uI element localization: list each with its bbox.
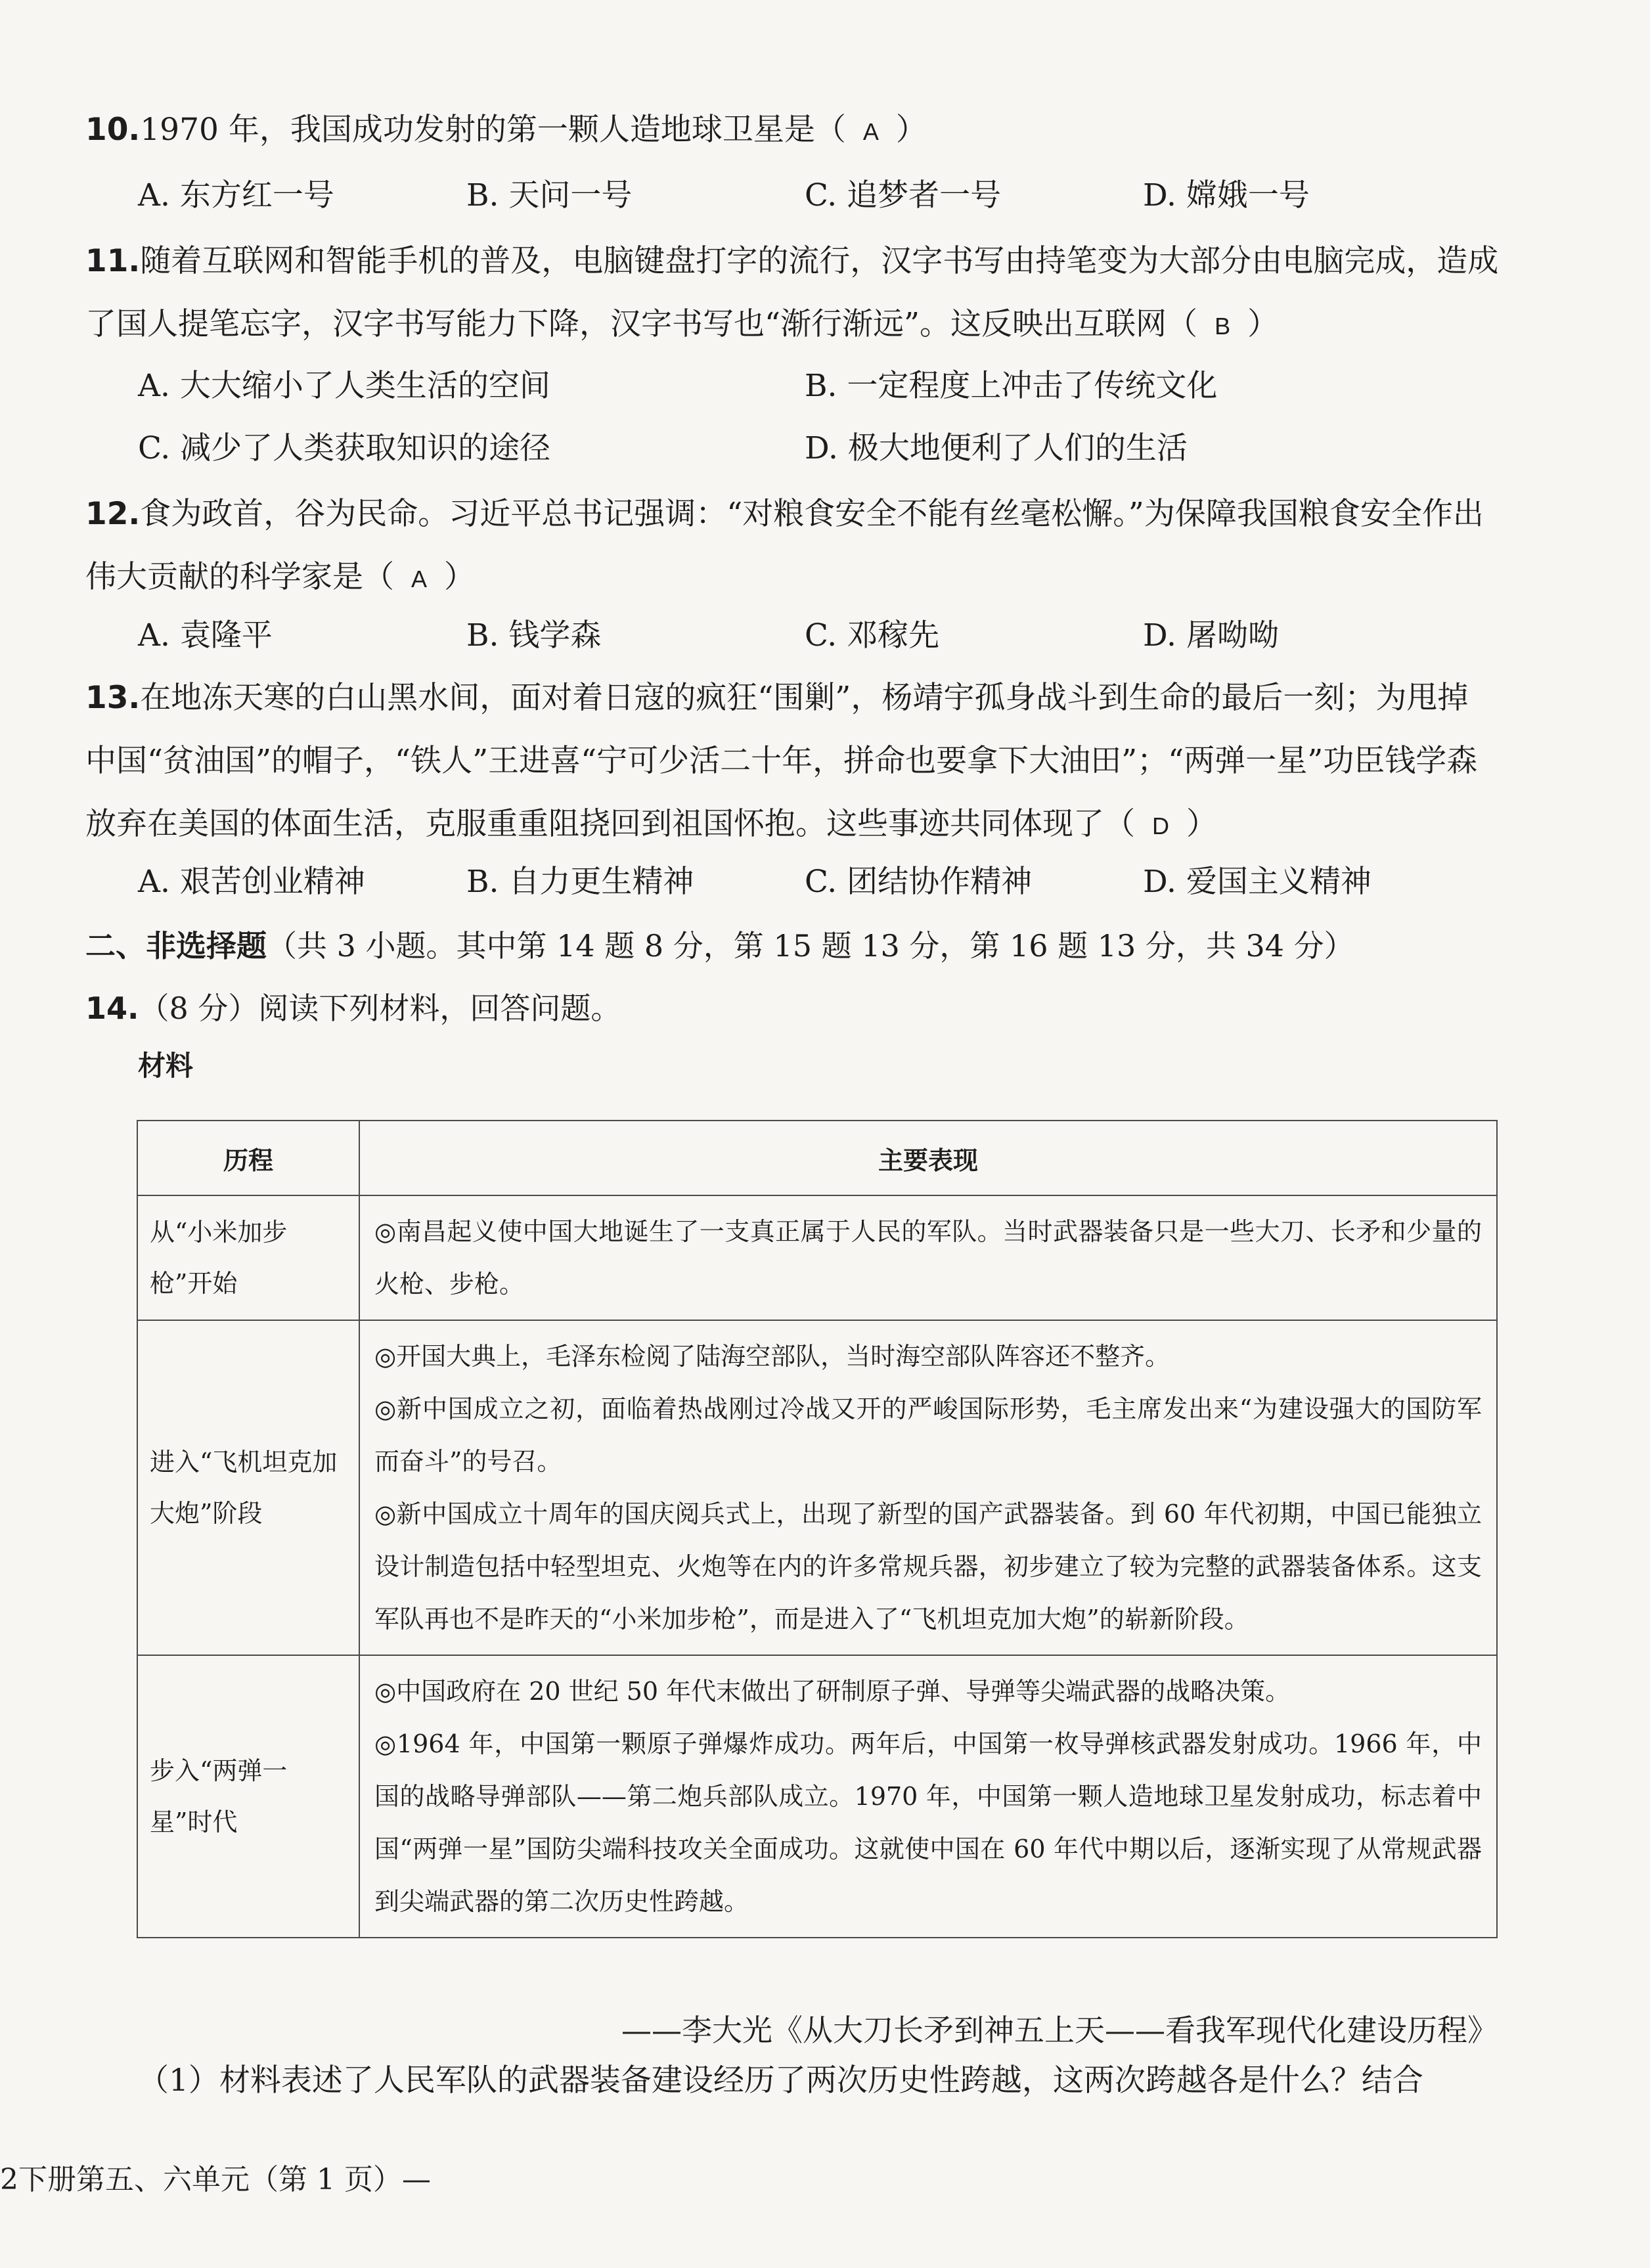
question-stem: 在地冻天寒的白山黑水间，面对着日寇的疯狂“围剿”，杨靖宇孤身战斗到生命的最后一刻；为甩掉中国“贫油国”的帽子，“铁人”王进喜“宁可少活二十年，拼命也要拿下大油田”；“两弹一星”功臣钱学森放弃在美国的体面生活，克服重重阻挠回到祖国怀抱。这些事迹共同体现了（ (85, 680, 1478, 842)
stage-cell: 从“小米加步枪”开始 (137, 1195, 359, 1320)
material-source: ——李大光《从大刀长矛到神五上天——看我军现代化建设历程》 (621, 2012, 1498, 2048)
detail-line: ◎开国大典上，毛泽东检阅了陆海空部队，当时海空部队阵容还不整齐。 (374, 1342, 1171, 1371)
option-c: C. 减少了人类获取知识的途径 (138, 430, 551, 466)
option-c: C. 追梦者一号 (805, 177, 1002, 213)
options-10 (138, 164, 1499, 227)
question-number: 10. (85, 112, 141, 148)
option-b: B. 钱学森 (466, 617, 602, 654)
detail-cell (359, 1320, 1497, 1655)
detail-line: ◎南昌起义使中国大地诞生了一支真正属于人民的军队。当时武器装备只是一些大刀、长矛和少量的火枪、步枪。 (374, 1217, 1482, 1299)
table-row (137, 1320, 1497, 1655)
option-a: A. 艰苦创业精神 (138, 864, 365, 900)
section-heading (85, 920, 1354, 972)
sub-question-1: （1）材料表述了人民军队的武器装备建设经历了两次历史性跨越，这两次跨越各是什么？结合 (138, 2062, 1423, 2099)
option-d: D. 嫦娥一号 (1143, 177, 1310, 213)
option-b: B. 自力更生精神 (466, 864, 694, 900)
option-b: B. 天问一号 (466, 177, 633, 213)
option-d: D. 爱国主义精神 (1143, 864, 1371, 900)
detail-cell (359, 1195, 1497, 1320)
question-stem: 随着互联网和智能手机的普及，电脑键盘打字的流行，汉字书写由持笔变为大部分由电脑完成，造成了国人提笔忘字，汉字书写能力下降，汉字书写也“渐行渐远”。这反映出互联网（ (85, 243, 1499, 342)
detail-line: ◎1964 年，中国第一颗原子弹爆炸成功。两年后，中国第一枚导弹核武器发射成功。1966 年，中国的战略导弹部队——第二炮兵部队成立。1970 年，中国第一颗人造地球卫星发射成功，标志着中国“两弹一星”国防尖端科技攻关全面成功。这就使中国在 60 年代中期以后，逐渐实现了从常规武器到尖端武器的第二次历史性跨越。 (374, 1729, 1482, 1916)
question-stem: 食为政首，谷为民命。习近平总书记强调：“对粮食安全不能有丝毫松懈。”为保障我国粮食安全作出伟大贡献的科学家是（ (85, 496, 1484, 595)
option-d: D. 屠呦呦 (1143, 617, 1279, 654)
option-b: B. 一定程度上冲击了传统文化 (805, 368, 1218, 404)
column-header: 主要表现 (359, 1121, 1497, 1195)
answer-mark: D (1152, 812, 1169, 839)
detail-line: ◎新中国成立十周年的国庆阅兵式上，出现了新型的国产武器装备。到 60 年代初期，中国已能独立设计制造包括中轻型坦克、火炮等在内的许多常规兵器，初步建立了较为完整的武器装备体系。这支军队再也不是昨天的“小米加步枪”，而是进入了“飞机坦克加大炮”的崭新阶段。 (374, 1500, 1482, 1634)
option-d: D. 极大地便利了人们的生活 (805, 430, 1188, 466)
column-header: 历程 (137, 1121, 359, 1195)
options-11-row2 (138, 417, 1499, 480)
option-a: A. 东方红一号 (138, 177, 334, 213)
question-14 (85, 982, 621, 1034)
options-11-row1 (138, 355, 1499, 418)
option-c: C. 团结协作精神 (805, 864, 1033, 900)
question-number: 14. (85, 990, 139, 1026)
stage-cell: 步入“两弹一星”时代 (137, 1655, 359, 1938)
answer-mark: B (1215, 313, 1231, 340)
question-number: 13. (85, 680, 141, 716)
page-footer: 2下册第五、六单元（第 1 页）— (0, 2163, 431, 2196)
answer-mark: A (862, 118, 879, 145)
options-12 (138, 604, 1499, 667)
table-row (137, 1195, 1497, 1320)
material-table (137, 1120, 1498, 1938)
option-c: C. 邓稼先 (805, 617, 940, 654)
question-number: 11. (85, 243, 141, 279)
material-label: 材料 (138, 1050, 194, 1082)
question-13: 13.在地冻天寒的白山黑水间，面对着日寇的疯狂“围剿”，杨靖宇孤身战斗到生命的最后一刻；为甩掉中国“贫油国”的帽子，“铁人”王进喜“宁可少活二十年，拼命也要拿下大油田”；“两弹一星”功臣钱学森放弃在美国的体面生活，克服重重阻挠回到祖国怀抱。这些事迹共同体现了（ D ） (85, 667, 1499, 858)
detail-cell (359, 1655, 1497, 1938)
stage-cell: 进入“飞机坦克加大炮”阶段 (137, 1320, 359, 1655)
answer-mark: A (411, 566, 428, 592)
detail-line: ◎中国政府在 20 世纪 50 年代末做出了研制原子弹、导弹等尖端武器的战略决策。 (374, 1677, 1291, 1706)
section-description: （共 3 小题。其中第 14 题 8 分，第 15 题 13 分，第 16 题 13 分，共 34 分） (267, 928, 1354, 964)
question-stem: 1970 年，我国成功发射的第一颗人造地球卫星是（ (140, 112, 846, 148)
options-13 (138, 851, 1499, 914)
question-12: 12.食为政首，谷为民命。习近平总书记强调：“对粮食安全不能有丝毫松懈。”为保障我国粮食安全作出伟大贡献的科学家是（ A ） (85, 483, 1499, 611)
question-stem: （8 分）阅读下列材料，回答问题。 (139, 990, 621, 1026)
question-10: 10.1970 年，我国成功发射的第一颗人造地球卫星是（ A ） (85, 99, 1499, 164)
section-title: 二、非选择题 (85, 928, 267, 964)
question-11: 11.随着互联网和智能手机的普及，电脑键盘打字的流行，汉字书写由持笔变为大部分由电脑完成，造成了国人提笔忘字，汉字书写能力下降，汉字书写也“渐行渐远”。这反映出互联网（ B ） (85, 230, 1499, 358)
option-a: A. 大大缩小了人类生活的空间 (138, 368, 550, 404)
table-header-row (137, 1121, 1497, 1195)
option-a: A. 袁隆平 (138, 617, 273, 654)
question-number: 12. (85, 496, 141, 532)
detail-line: ◎新中国成立之初，面临着热战刚过冷战又开的严峻国际形势，毛主席发出来“为建设强大的国防军而奋斗”的号召。 (374, 1394, 1482, 1476)
table-row (137, 1655, 1497, 1938)
